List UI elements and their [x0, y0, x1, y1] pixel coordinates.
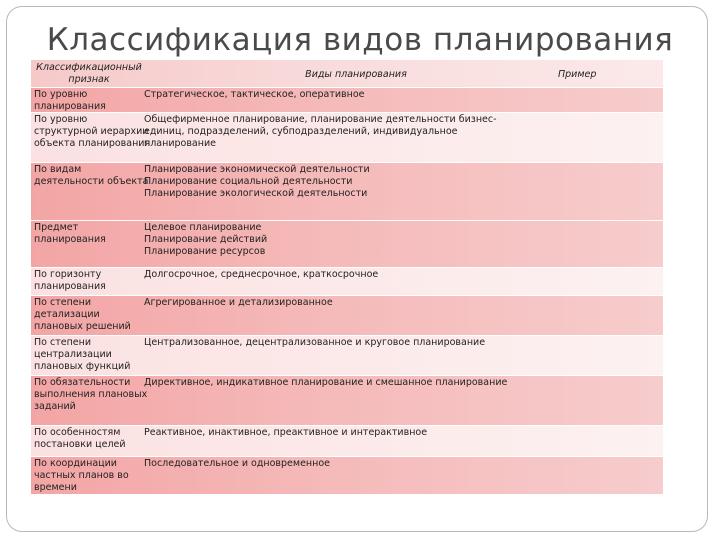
- planning-types-cell: [144, 164, 594, 200]
- criterion-line: постановки целей: [34, 439, 126, 450]
- planning-type-line: Планирование ресурсов: [144, 246, 266, 257]
- table-header-row: [31, 60, 663, 87]
- criterion-line: По степени: [34, 337, 92, 348]
- table-row: [31, 335, 663, 375]
- criterion-line: По обязательности: [34, 377, 131, 388]
- criterion-line: планирования: [34, 234, 106, 245]
- criterion-line: плановых решений: [34, 321, 131, 332]
- criterion-line: По горизонту: [34, 269, 102, 280]
- planning-type-line: Долгосрочное, среднесрочное, краткосрочное: [144, 269, 379, 280]
- planning-type-line: Агрегированное и детализированное: [144, 297, 333, 308]
- planning-type-line: Последовательное и одновременное: [144, 458, 330, 469]
- criterion-cell: [34, 269, 152, 293]
- criterion-line: планирования: [34, 101, 106, 112]
- criterion-line: объекта планирования: [34, 138, 151, 149]
- planning-types-cell: [144, 114, 594, 150]
- criterion-line: деятельности объекта: [34, 176, 149, 187]
- planning-type-line: Планирование экологической деятельности: [144, 188, 368, 199]
- criterion-line: По особенностям: [34, 427, 121, 438]
- table-row: [31, 87, 663, 112]
- criterion-cell: [34, 377, 152, 413]
- criterion-cell: [34, 89, 152, 113]
- planning-type-line: Стратегическое, тактическое, оперативное: [144, 89, 365, 100]
- criterion-cell: [34, 458, 152, 494]
- header-planning-types: Виды планирования: [305, 69, 407, 80]
- table-row: [31, 112, 663, 162]
- planning-types-cell: [144, 297, 594, 309]
- planning-types-cell: [144, 89, 594, 101]
- criterion-line: По уровню: [34, 114, 88, 125]
- table-row: [31, 220, 663, 267]
- criterion-line: плановых функций: [34, 361, 131, 372]
- criterion-line: частных планов во: [34, 470, 129, 481]
- criterion-line: времени: [34, 482, 77, 493]
- table-row: [31, 375, 663, 425]
- criterion-cell: [34, 114, 152, 150]
- planning-types-cell: [144, 222, 594, 258]
- criterion-cell: [34, 297, 152, 333]
- planning-type-line: Планирование социальной деятельности: [144, 176, 353, 187]
- criterion-line: По координации: [34, 458, 117, 469]
- planning-type-line: Планирование экономической деятельности: [144, 164, 370, 175]
- planning-type-line: Целевое планирование: [144, 222, 262, 233]
- criterion-line: структурной иерархии: [34, 126, 149, 137]
- table-row: [31, 425, 663, 456]
- criterion-cell: [34, 222, 152, 246]
- planning-types-cell: [144, 337, 594, 349]
- criterion-line: заданий: [34, 401, 76, 412]
- planning-type-line: единиц, подразделений, субподразделений, индивидуальное: [144, 126, 458, 137]
- criterion-line: выполнения плановых: [34, 389, 148, 400]
- header-example: Пример: [558, 69, 597, 80]
- criterion-line: Предмет: [34, 222, 79, 233]
- planning-types-cell: [144, 427, 594, 439]
- criterion-line: детализации: [34, 309, 100, 320]
- planning-type-line: Централизованное, децентрализованное и круговое планирование: [144, 337, 486, 348]
- criterion-line: По видам: [34, 164, 82, 175]
- planning-type-line: планирование: [144, 138, 216, 149]
- criterion-line: планирования: [34, 281, 106, 292]
- criterion-cell: [34, 164, 152, 188]
- table-row: [31, 295, 663, 335]
- planning-type-line: Планирование действий: [144, 234, 268, 245]
- criterion-line: централизации: [34, 349, 112, 360]
- planning-type-line: Директивное, индикативное планирование и смешанное планирование: [144, 377, 508, 388]
- table-row: [31, 267, 663, 295]
- planning-type-line: Общефирменное планирование, планирование деятельности бизнес-: [144, 114, 497, 125]
- criterion-cell: [34, 337, 152, 373]
- planning-types-cell: [144, 377, 594, 389]
- table-row: [31, 162, 663, 220]
- header-classification-criterion: Классификационный признак: [36, 62, 142, 85]
- table-row: [31, 456, 663, 494]
- slide-title: Классификация видов планирования: [46, 22, 674, 58]
- criterion-line: По степени: [34, 297, 92, 308]
- planning-types-cell: [144, 458, 594, 470]
- criterion-cell: [34, 427, 152, 451]
- planning-type-line: Реактивное, инактивное, преактивное и интерактивное: [144, 427, 428, 438]
- planning-types-cell: [144, 269, 594, 281]
- criterion-line: По уровню: [34, 89, 88, 100]
- classification-table: [31, 60, 663, 494]
